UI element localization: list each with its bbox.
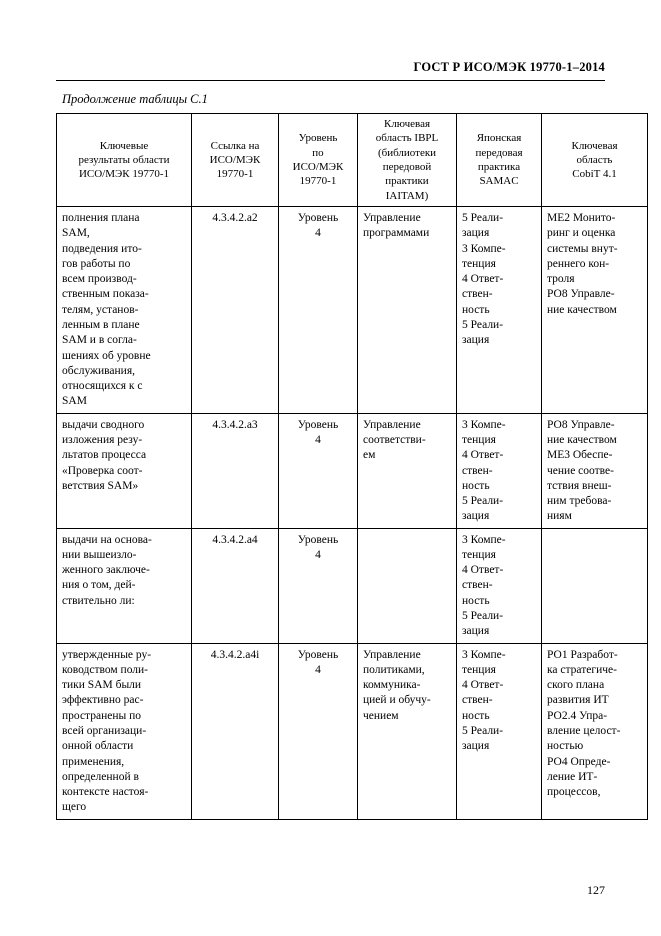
page-header-standard: ГОСТ Р ИСО/МЭК 19770-1–2014 bbox=[413, 60, 605, 74]
cell-samac: 3 Компе- тенция 4 Ответ- ствен- ность 5 Реали- зация bbox=[457, 643, 542, 819]
cell-level: Уровень 4 bbox=[279, 207, 358, 414]
table-header bbox=[57, 114, 648, 207]
table-row bbox=[57, 643, 648, 819]
cell-key-results: выдачи сводного изложения резу- льтатов процесса «Проверка соот- ветствия SAM» bbox=[57, 413, 192, 528]
cell-cobit: РО8 Управле- ние качеством МЕ3 Обеспе- чение соотве- тствия внеш- ним требова- ниям bbox=[542, 413, 648, 528]
cell-key-results: утвержденные ру- ководством поли- тики SAM были эффективно рас- пространены по всей организаци- онной области применения, определенной в контексте настоя- щего bbox=[57, 643, 192, 819]
cell-level: Уровень 4 bbox=[279, 413, 358, 528]
table-header-row bbox=[57, 114, 648, 207]
column-header-ibpl: Ключевая область IBPL (библиотеки передовой практики IAITAM) bbox=[358, 114, 457, 207]
cell-ibpl bbox=[358, 528, 457, 643]
cell-cobit: МЕ2 Монито- ринг и оценка системы внут- реннего кон- троля РО8 Управле- ние качеством bbox=[542, 207, 648, 414]
column-header-samac: Японская передовая практика SAMAC bbox=[457, 114, 542, 207]
cell-reference: 4.3.4.2.а3 bbox=[192, 413, 279, 528]
column-header-key-results: Ключевые результаты области ИСО/МЭК 19770-1 bbox=[57, 114, 192, 207]
cell-key-results: полнения плана SAM, подведения ито- гов работы по всем производ- ственным показа- телям, установ- ленным в плане SAM и в согла- шениях об уровне обслуживания, относящихся к с SAM bbox=[57, 207, 192, 414]
cell-reference: 4.3.4.2.а4i bbox=[192, 643, 279, 819]
cell-level: Уровень 4 bbox=[279, 528, 358, 643]
column-header-level: Уровень по ИСО/МЭК 19770-1 bbox=[279, 114, 358, 207]
cell-cobit bbox=[542, 528, 648, 643]
table-row bbox=[57, 413, 648, 528]
page-number: 127 bbox=[587, 883, 605, 897]
table-body bbox=[57, 207, 648, 820]
cell-reference: 4.3.4.2.а4 bbox=[192, 528, 279, 643]
header-divider bbox=[56, 80, 605, 81]
cell-key-results: выдачи на основа- нии вышеизло- женного заключе- ния о том, дей- ствительно ли: bbox=[57, 528, 192, 643]
column-header-reference: Ссылка на ИСО/МЭК 19770-1 bbox=[192, 114, 279, 207]
cell-cobit: РО1 Разработ- ка стратегиче- ского плана развития ИТ РО2.4 Упра- вление целост- ностью РО4 Опреде- ление ИТ- процессов, bbox=[542, 643, 648, 819]
cell-reference: 4.3.4.2.а2 bbox=[192, 207, 279, 414]
cell-samac: 3 Компе- тенция 4 Ответ- ствен- ность 5 Реали- зация bbox=[457, 528, 542, 643]
cell-samac: 5 Реали- зация 3 Компе- тенция 4 Ответ- ствен- ность 5 Реали- зация bbox=[457, 207, 542, 414]
data-table bbox=[56, 113, 648, 820]
table-caption: Продолжение таблицы С.1 bbox=[62, 92, 208, 106]
column-header-cobit: Ключевая область CobiT 4.1 bbox=[542, 114, 648, 207]
cell-ibpl: Управление политиками, коммуника- цией и обучу- чением bbox=[358, 643, 457, 819]
cell-level: Уровень 4 bbox=[279, 643, 358, 819]
cell-ibpl: Управление программами bbox=[358, 207, 457, 414]
table-row bbox=[57, 207, 648, 414]
cell-samac: 3 Компе- тенция 4 Ответ- ствен- ность 5 Реали- зация bbox=[457, 413, 542, 528]
table-row bbox=[57, 528, 648, 643]
cell-ibpl: Управление соответстви- ем bbox=[358, 413, 457, 528]
